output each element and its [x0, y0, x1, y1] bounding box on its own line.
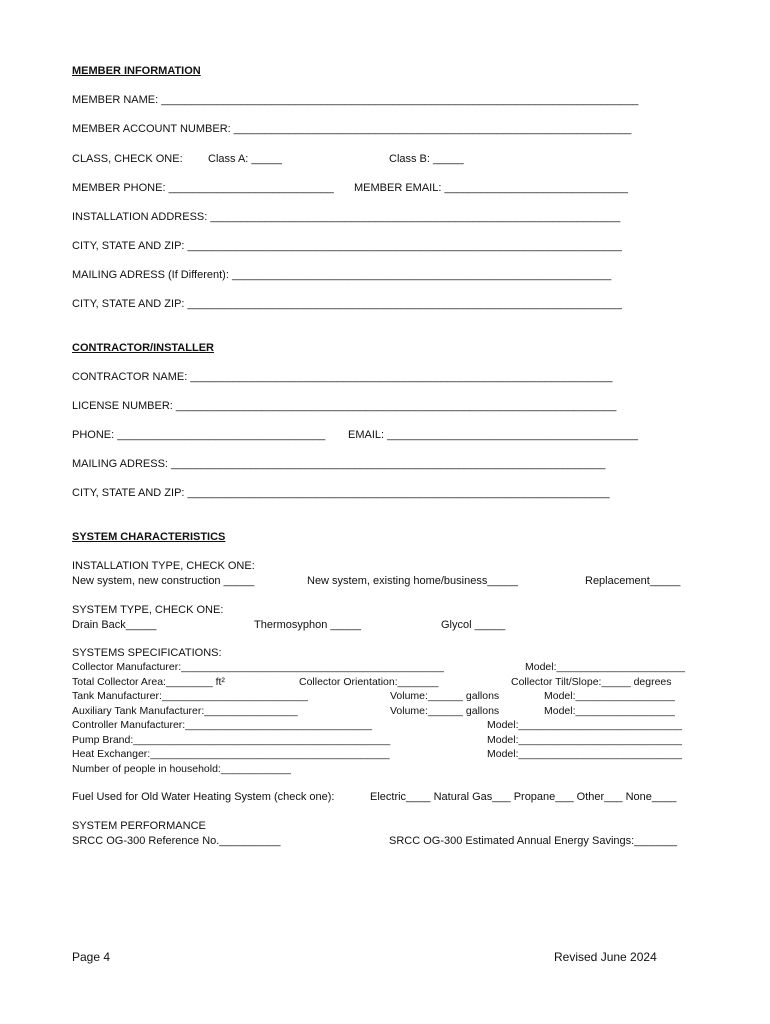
class-b-checkbox[interactable]: Class B: _____ — [389, 153, 464, 165]
pump-brand-field[interactable]: Pump Brand:____________________________________________ — [72, 734, 391, 746]
srcc-reference-field[interactable]: SRCC OG-300 Reference No.__________ — [72, 835, 281, 847]
system-specifications-label: SYSTEMS SPECIFICATIONS: — [72, 647, 222, 659]
heat-exchanger-model-field[interactable]: Model:____________________________ — [487, 748, 683, 760]
member-account-number-field[interactable]: MEMBER ACCOUNT NUMBER: _________________________________________________________________ — [72, 123, 632, 135]
member-city-state-zip-field[interactable]: CITY, STATE AND ZIP: _______________________________________________________________________ — [72, 240, 622, 252]
srcc-energy-savings-field[interactable]: SRCC OG-300 Estimated Annual Energy Savings:_______ — [389, 835, 677, 847]
system-performance-label: SYSTEM PERFORMANCE — [72, 820, 206, 832]
member-mailing-city-state-zip-field[interactable]: CITY, STATE AND ZIP: _______________________________________________________________________ — [72, 298, 622, 310]
page-number: Page 4 — [72, 950, 111, 964]
tank-model-field[interactable]: Model:_________________ — [544, 690, 675, 702]
tank-manufacturer-field[interactable]: Tank Manufacturer:_________________________ — [72, 690, 308, 702]
installation-address-field[interactable]: INSTALLATION ADDRESS: ___________________________________________________________________ — [72, 211, 621, 223]
thermosyphon-option[interactable]: Thermosyphon _____ — [254, 619, 362, 631]
install-existing-home-option[interactable]: New system, existing home/business_____ — [307, 575, 518, 587]
install-new-construction-option[interactable]: New system, new construction _____ — [72, 575, 255, 587]
heat-exchanger-field[interactable]: Heat Exchanger:_________________________________________ — [72, 748, 390, 760]
fuel-options[interactable]: Electric____ Natural Gas___ Propane___ Other___ None____ — [370, 791, 677, 803]
class-check-label: CLASS, CHECK ONE: — [72, 153, 183, 165]
contractor-installer-heading: CONTRACTOR/INSTALLER — [72, 342, 214, 354]
collector-orientation-field[interactable]: Collector Orientation:_______ — [299, 676, 439, 688]
auxiliary-tank-manufacturer-field[interactable]: Auxiliary Tank Manufacturer:________________ — [72, 705, 298, 717]
system-type-label: SYSTEM TYPE, CHECK ONE: — [72, 604, 224, 616]
contractor-city-state-zip-field[interactable]: CITY, STATE AND ZIP: _____________________________________________________________________ — [72, 487, 610, 499]
contractor-email-field[interactable]: EMAIL: _________________________________________ — [348, 429, 638, 441]
collector-area-field[interactable]: Total Collector Area:________ ft² — [72, 676, 225, 688]
member-phone-field[interactable]: MEMBER PHONE: ___________________________ — [72, 182, 334, 194]
collector-tilt-field[interactable]: Collector Tilt/Slope:_____ degrees — [511, 676, 672, 688]
class-a-checkbox[interactable]: Class A: _____ — [208, 153, 282, 165]
contractor-mailing-address-field[interactable]: MAILING ADRESS: _______________________________________________________________________ — [72, 458, 606, 470]
contractor-phone-field[interactable]: PHONE: __________________________________ — [72, 429, 326, 441]
fuel-used-label: Fuel Used for Old Water Heating System (check one): — [72, 791, 335, 803]
member-name-field[interactable]: MEMBER NAME: ______________________________________________________________________________ — [72, 94, 639, 106]
auxiliary-tank-volume-field[interactable]: Volume:______ gallons — [390, 705, 500, 717]
license-number-field[interactable]: LICENSE NUMBER: ________________________________________________________________________ — [72, 400, 617, 412]
member-information-heading: MEMBER INFORMATION — [72, 65, 201, 77]
controller-model-field[interactable]: Model:____________________________ — [487, 719, 683, 731]
install-replacement-option[interactable]: Replacement_____ — [585, 575, 681, 587]
pump-model-field[interactable]: Model:____________________________ — [487, 734, 683, 746]
drain-back-option[interactable]: Drain Back_____ — [72, 619, 157, 631]
household-people-field[interactable]: Number of people in household:____________ — [72, 763, 291, 775]
installation-type-label: INSTALLATION TYPE, CHECK ONE: — [72, 560, 255, 572]
member-mailing-address-field[interactable]: MAILING ADRESS (If Different): ______________________________________________________________ — [72, 269, 612, 281]
collector-manufacturer-field[interactable]: Collector Manufacturer:_____________________________________________ — [72, 661, 444, 673]
collector-model-field[interactable]: Model:______________________ — [525, 661, 685, 673]
controller-manufacturer-field[interactable]: Controller Manufacturer:________________________________ — [72, 719, 373, 731]
member-email-field[interactable]: MEMBER EMAIL: ______________________________ — [354, 182, 628, 194]
revision-date: Revised June 2024 — [554, 950, 657, 964]
contractor-name-field[interactable]: CONTRACTOR NAME: _____________________________________________________________________ — [72, 371, 613, 383]
glycol-option[interactable]: Glycol _____ — [441, 619, 506, 631]
tank-volume-field[interactable]: Volume:______ gallons — [390, 690, 500, 702]
auxiliary-tank-model-field[interactable]: Model:_________________ — [544, 705, 675, 717]
system-characteristics-heading: SYSTEM CHARACTERISTICS — [72, 531, 226, 543]
